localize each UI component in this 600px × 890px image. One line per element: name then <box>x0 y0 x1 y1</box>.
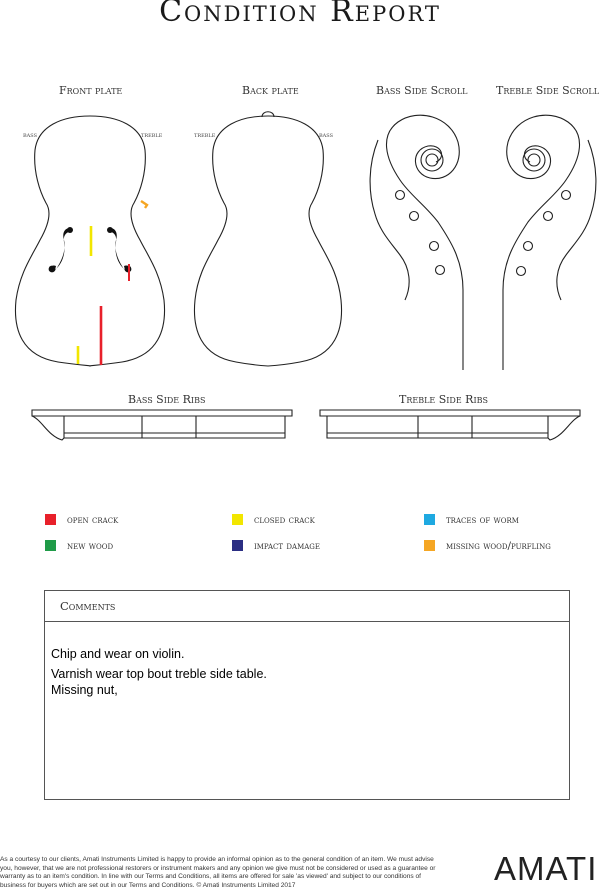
bass-peg-hole-1 <box>396 191 405 200</box>
legend-label-closed-crack: closed crack <box>254 514 315 526</box>
legend-label-impact-damage: impact damage <box>254 540 321 552</box>
front-bass-label: bass <box>23 130 38 139</box>
comments-header <box>45 591 569 622</box>
comment-line-3: Missing nut, <box>51 683 118 697</box>
back-bass-label: bass <box>319 130 334 139</box>
comment-line-2: Varnish wear top bout treble side table. <box>51 667 267 681</box>
legend-swatch-missing-wood-purfling <box>424 540 435 551</box>
legend-label-open-crack: open crack <box>67 514 119 526</box>
back-plate-label: Back plate <box>242 84 299 97</box>
front-treble-label: treble <box>141 130 163 139</box>
f-hole-bass <box>51 228 70 271</box>
treble-side-ribs-drawing <box>320 410 580 440</box>
front-plate-label: Front plate <box>59 84 123 97</box>
legend-swatch-open-crack <box>45 514 56 525</box>
missing-wood-mark <box>141 201 147 208</box>
bass-peg-hole-2 <box>410 212 419 221</box>
legend-swatch-new-wood <box>45 540 56 551</box>
comments-heading: Comments <box>60 599 116 613</box>
back-treble-label: treble <box>194 130 216 139</box>
back-plate-outline <box>194 116 341 366</box>
legend-swatch-traces-of-worm <box>424 514 435 525</box>
comments-box <box>44 590 570 800</box>
bass-scroll-outline <box>370 115 463 370</box>
bass-peg-hole-3 <box>430 242 439 251</box>
page-title: Condition Report <box>159 0 441 29</box>
disclaimer-text: As a courtesy to our clients, Amati Instruments Limited is happy to provide an informal opinion as to the general condition of an item. We must advise you, however, that we are not professional restorers or instrument makers and any opinion we give must not be considered or used as a guarantee or warranty as to an item's condition. In line with our Terms and Conditions, all items are offered for sale 'as viewed' and subject to our conditions of business for buyers which are set out in our Terms and Conditions. © Amati Instruments Limited 2017 <box>0 856 436 889</box>
treble-peg-hole-4 <box>517 267 526 276</box>
treble-side-scroll-label: Treble Side Scroll <box>496 84 600 97</box>
legend-swatch-impact-damage <box>232 540 243 551</box>
comment-line-1: Chip and wear on violin. <box>51 647 185 661</box>
legend-label-traces-of-worm: traces of worm <box>446 514 519 526</box>
bass-side-scroll-label: Bass Side Scroll <box>376 84 468 97</box>
f-hole-treble <box>110 228 129 271</box>
treble-peg-hole-2 <box>544 212 553 221</box>
legend-swatch-closed-crack <box>232 514 243 525</box>
treble-side-ribs-label: Treble Side Ribs <box>399 393 488 406</box>
bass-side-ribs-label: Bass Side Ribs <box>128 393 206 406</box>
treble-peg-hole-1 <box>562 191 571 200</box>
legend-label-new-wood: new wood <box>67 540 114 552</box>
treble-scroll-outline <box>503 115 596 370</box>
brand-logo: AMATI <box>494 850 598 887</box>
bass-side-ribs-drawing <box>32 410 292 440</box>
bass-peg-hole-4 <box>436 266 445 275</box>
treble-peg-hole-3 <box>524 242 533 251</box>
legend-label-missing-wood-purfling: missing wood/purfling <box>446 540 551 552</box>
